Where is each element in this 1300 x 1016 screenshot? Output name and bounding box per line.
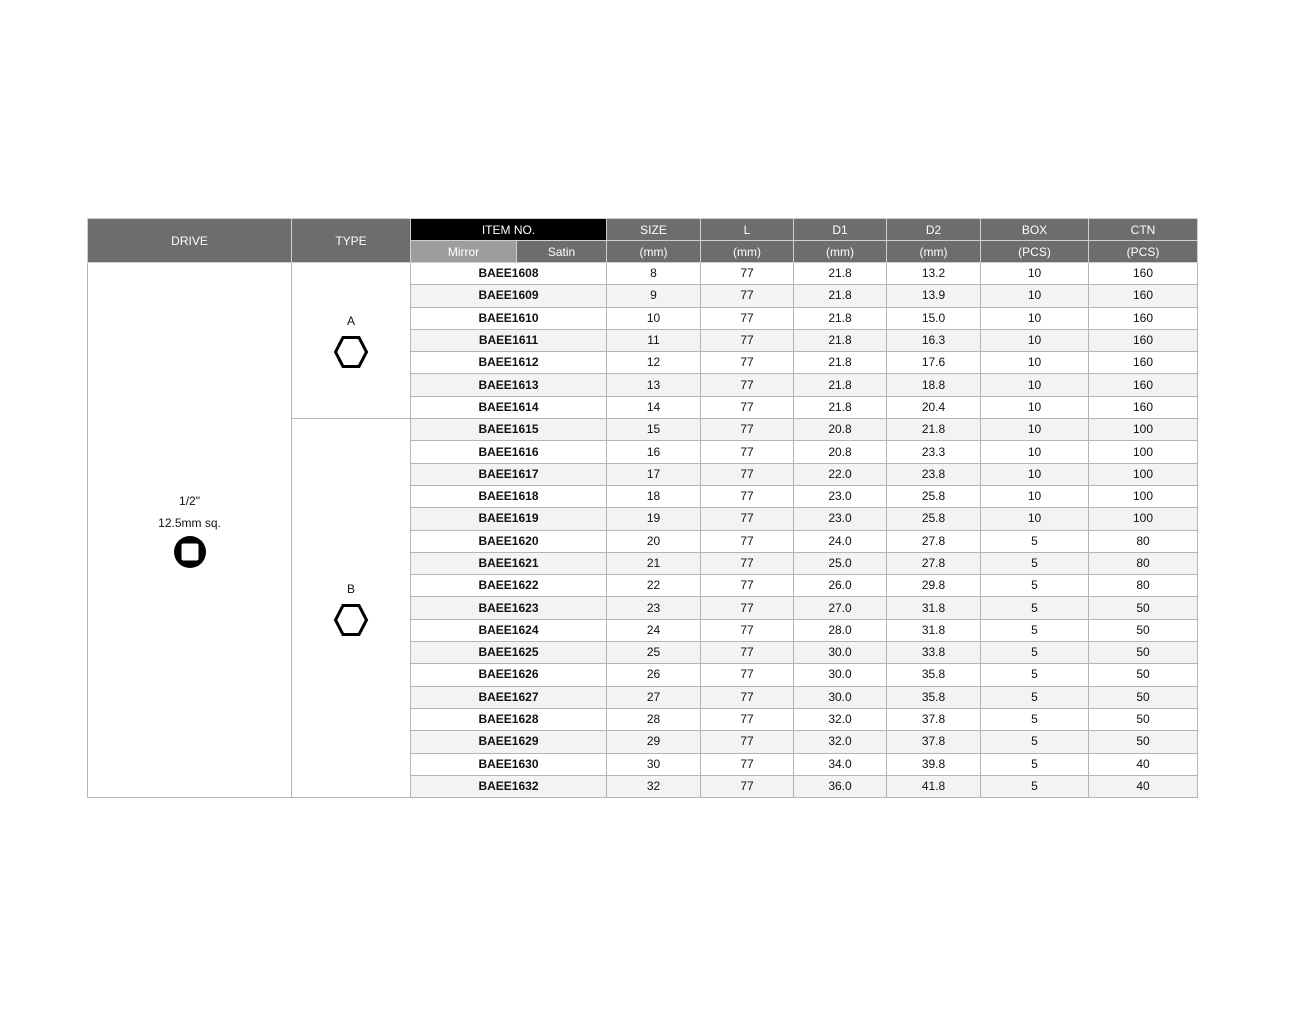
size-cell: 13: [607, 374, 701, 396]
ctn-cell: 50: [1089, 597, 1198, 619]
item-no-cell: BAEE1630: [411, 753, 607, 775]
l-cell: 77: [701, 285, 794, 307]
size-cell: 21: [607, 552, 701, 574]
d1-cell: 21.8: [794, 307, 887, 329]
item-no-cell: BAEE1613: [411, 374, 607, 396]
size-cell: 15: [607, 419, 701, 441]
hexagon-icon: [333, 334, 369, 370]
ctn-cell: 50: [1089, 731, 1198, 753]
size-cell: 27: [607, 686, 701, 708]
box-cell: 5: [981, 575, 1089, 597]
d1-cell: 30.0: [794, 642, 887, 664]
box-cell: 10: [981, 463, 1089, 485]
ctn-cell: 160: [1089, 329, 1198, 351]
d2-cell: 35.8: [887, 686, 981, 708]
ctn-cell: 160: [1089, 396, 1198, 418]
l-cell: 77: [701, 775, 794, 797]
d2-cell: 25.8: [887, 508, 981, 530]
table-header: [88, 219, 1198, 263]
box-cell: 5: [981, 731, 1089, 753]
item-no-cell: BAEE1620: [411, 530, 607, 552]
d2-cell: 35.8: [887, 664, 981, 686]
size-cell: 10: [607, 307, 701, 329]
ctn-cell: 160: [1089, 307, 1198, 329]
square-drive-icon: [172, 534, 208, 570]
d1-cell: 36.0: [794, 775, 887, 797]
box-cell: 10: [981, 508, 1089, 530]
d2-unit: (mm): [887, 241, 981, 263]
ctn-cell: 50: [1089, 642, 1198, 664]
d1-cell: 21.8: [794, 329, 887, 351]
ctn-cell: 50: [1089, 664, 1198, 686]
d1-cell: 23.0: [794, 485, 887, 507]
item-no-cell: BAEE1609: [411, 285, 607, 307]
d1-cell: 32.0: [794, 731, 887, 753]
d2-cell: 20.4: [887, 396, 981, 418]
box-cell: 10: [981, 441, 1089, 463]
d2-cell: 27.8: [887, 530, 981, 552]
ctn-cell: 50: [1089, 686, 1198, 708]
d1-cell: 32.0: [794, 708, 887, 730]
type-label: B: [346, 581, 355, 596]
size-cell: 14: [607, 396, 701, 418]
l-cell: 77: [701, 263, 794, 285]
size-header: SIZE: [607, 219, 701, 241]
d1-cell: 22.0: [794, 463, 887, 485]
item-no-cell: BAEE1627: [411, 686, 607, 708]
ctn-cell: 80: [1089, 575, 1198, 597]
ctn-cell: 40: [1089, 753, 1198, 775]
box-cell: 5: [981, 686, 1089, 708]
box-cell: 10: [981, 352, 1089, 374]
ctn-cell: 50: [1089, 619, 1198, 641]
size-cell: 20: [607, 530, 701, 552]
table-row: [88, 263, 1198, 285]
l-unit: (mm): [701, 241, 794, 263]
l-cell: 77: [701, 664, 794, 686]
l-cell: 77: [701, 508, 794, 530]
drive-inch: 1/2": [179, 494, 200, 509]
l-cell: 77: [701, 396, 794, 418]
d2-cell: 18.8: [887, 374, 981, 396]
l-cell: 77: [701, 530, 794, 552]
size-cell: 19: [607, 508, 701, 530]
ctn-cell: 100: [1089, 485, 1198, 507]
d1-cell: 30.0: [794, 686, 887, 708]
type-cell-b: [292, 419, 411, 798]
l-cell: 77: [701, 329, 794, 351]
l-cell: 77: [701, 686, 794, 708]
type-label: A: [346, 314, 355, 329]
d1-cell: 23.0: [794, 508, 887, 530]
l-cell: 77: [701, 307, 794, 329]
item-no-cell: BAEE1632: [411, 775, 607, 797]
size-cell: 30: [607, 753, 701, 775]
d2-cell: 39.8: [887, 753, 981, 775]
ctn-cell: 50: [1089, 708, 1198, 730]
box-cell: 5: [981, 552, 1089, 574]
size-cell: 23: [607, 597, 701, 619]
size-cell: 32: [607, 775, 701, 797]
size-cell: 18: [607, 485, 701, 507]
box-cell: 5: [981, 664, 1089, 686]
item-no-cell: BAEE1614: [411, 396, 607, 418]
d1-cell: 30.0: [794, 664, 887, 686]
d2-cell: 41.8: [887, 775, 981, 797]
d2-cell: 16.3: [887, 329, 981, 351]
ctn-header: CTN: [1089, 219, 1198, 241]
type-cell-a: [292, 263, 411, 419]
box-cell: 10: [981, 263, 1089, 285]
item-no-cell: BAEE1612: [411, 352, 607, 374]
size-cell: 11: [607, 329, 701, 351]
l-header: L: [701, 219, 794, 241]
l-cell: 77: [701, 708, 794, 730]
spec-table: [87, 218, 1198, 798]
box-cell: 10: [981, 419, 1089, 441]
item-no-cell: BAEE1619: [411, 508, 607, 530]
l-cell: 77: [701, 485, 794, 507]
item-no-cell: BAEE1628: [411, 708, 607, 730]
d1-unit: (mm): [794, 241, 887, 263]
size-cell: 29: [607, 731, 701, 753]
item-no-cell: BAEE1623: [411, 597, 607, 619]
size-cell: 16: [607, 441, 701, 463]
hexagon-icon: [333, 602, 369, 638]
type-header: TYPE: [292, 219, 411, 263]
ctn-cell: 100: [1089, 441, 1198, 463]
box-cell: 10: [981, 329, 1089, 351]
drive-cell: [88, 263, 292, 798]
box-cell: 5: [981, 775, 1089, 797]
d1-cell: 21.8: [794, 263, 887, 285]
ctn-cell: 160: [1089, 263, 1198, 285]
l-cell: 77: [701, 419, 794, 441]
item-no-header: ITEM NO.: [411, 219, 607, 241]
l-cell: 77: [701, 352, 794, 374]
d2-cell: 13.2: [887, 263, 981, 285]
d2-cell: 27.8: [887, 552, 981, 574]
item-no-cell: BAEE1624: [411, 619, 607, 641]
satin-header: Satin: [517, 241, 607, 263]
d2-cell: 17.6: [887, 352, 981, 374]
d1-cell: 21.8: [794, 396, 887, 418]
item-no-cell: BAEE1615: [411, 419, 607, 441]
l-cell: 77: [701, 575, 794, 597]
size-cell: 28: [607, 708, 701, 730]
d2-cell: 23.8: [887, 463, 981, 485]
size-cell: 12: [607, 352, 701, 374]
ctn-cell: 40: [1089, 775, 1198, 797]
box-cell: 5: [981, 597, 1089, 619]
d1-cell: 25.0: [794, 552, 887, 574]
d1-header: D1: [794, 219, 887, 241]
d1-cell: 28.0: [794, 619, 887, 641]
d2-cell: 21.8: [887, 419, 981, 441]
item-no-cell: BAEE1610: [411, 307, 607, 329]
l-cell: 77: [701, 441, 794, 463]
l-cell: 77: [701, 552, 794, 574]
ctn-cell: 100: [1089, 419, 1198, 441]
d2-cell: 37.8: [887, 708, 981, 730]
size-cell: 22: [607, 575, 701, 597]
d2-cell: 31.8: [887, 619, 981, 641]
item-no-cell: BAEE1626: [411, 664, 607, 686]
l-cell: 77: [701, 731, 794, 753]
d2-cell: 31.8: [887, 597, 981, 619]
size-cell: 24: [607, 619, 701, 641]
item-no-cell: BAEE1621: [411, 552, 607, 574]
d2-cell: 33.8: [887, 642, 981, 664]
box-cell: 10: [981, 485, 1089, 507]
ctn-cell: 100: [1089, 508, 1198, 530]
d2-cell: 25.8: [887, 485, 981, 507]
box-cell: 5: [981, 753, 1089, 775]
l-cell: 77: [701, 619, 794, 641]
ctn-cell: 160: [1089, 352, 1198, 374]
ctn-unit: (PCS): [1089, 241, 1198, 263]
ctn-cell: 80: [1089, 530, 1198, 552]
box-cell: 10: [981, 307, 1089, 329]
d1-cell: 27.0: [794, 597, 887, 619]
l-cell: 77: [701, 463, 794, 485]
d2-cell: 13.9: [887, 285, 981, 307]
d1-cell: 20.8: [794, 441, 887, 463]
box-cell: 5: [981, 619, 1089, 641]
d2-cell: 23.3: [887, 441, 981, 463]
item-no-cell: BAEE1608: [411, 263, 607, 285]
d1-cell: 26.0: [794, 575, 887, 597]
d2-cell: 29.8: [887, 575, 981, 597]
ctn-cell: 80: [1089, 552, 1198, 574]
size-cell: 17: [607, 463, 701, 485]
box-cell: 10: [981, 285, 1089, 307]
box-cell: 10: [981, 374, 1089, 396]
mirror-header: Mirror: [411, 241, 517, 263]
item-no-cell: BAEE1629: [411, 731, 607, 753]
item-no-cell: BAEE1618: [411, 485, 607, 507]
box-unit: (PCS): [981, 241, 1089, 263]
ctn-cell: 160: [1089, 374, 1198, 396]
d1-cell: 21.8: [794, 285, 887, 307]
size-cell: 8: [607, 263, 701, 285]
d1-cell: 21.8: [794, 374, 887, 396]
l-cell: 77: [701, 374, 794, 396]
l-cell: 77: [701, 753, 794, 775]
ctn-cell: 100: [1089, 463, 1198, 485]
item-no-cell: BAEE1617: [411, 463, 607, 485]
box-header: BOX: [981, 219, 1089, 241]
d2-cell: 37.8: [887, 731, 981, 753]
ctn-cell: 160: [1089, 285, 1198, 307]
size-cell: 26: [607, 664, 701, 686]
d1-cell: 24.0: [794, 530, 887, 552]
size-cell: 9: [607, 285, 701, 307]
item-no-cell: BAEE1611: [411, 329, 607, 351]
item-no-cell: BAEE1622: [411, 575, 607, 597]
drive-metric: 12.5mm sq.: [158, 516, 221, 531]
box-cell: 5: [981, 530, 1089, 552]
box-cell: 5: [981, 708, 1089, 730]
item-no-cell: BAEE1616: [411, 441, 607, 463]
d1-cell: 20.8: [794, 419, 887, 441]
size-cell: 25: [607, 642, 701, 664]
d2-header: D2: [887, 219, 981, 241]
table-body: [88, 263, 1198, 798]
d1-cell: 34.0: [794, 753, 887, 775]
d1-cell: 21.8: [794, 352, 887, 374]
item-no-cell: BAEE1625: [411, 642, 607, 664]
box-cell: 10: [981, 396, 1089, 418]
d2-cell: 15.0: [887, 307, 981, 329]
l-cell: 77: [701, 597, 794, 619]
box-cell: 5: [981, 642, 1089, 664]
size-unit: (mm): [607, 241, 701, 263]
l-cell: 77: [701, 642, 794, 664]
drive-header: DRIVE: [88, 219, 292, 263]
